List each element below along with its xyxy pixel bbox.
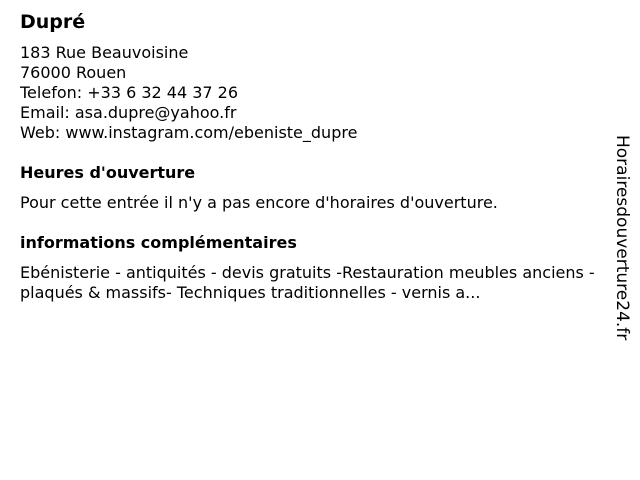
business-name: Dupré [20, 11, 86, 33]
additional-info-heading: informations complémentaires [20, 233, 297, 252]
site-brand-label: Horairesdouverture24.fr [612, 135, 632, 341]
opening-hours-text: Pour cette entrée il n'y a pas encore d'horaires d'ouverture. [20, 193, 498, 212]
opening-hours-heading: Heures d'ouverture [20, 163, 196, 182]
street-address: 183 Rue Beauvoisine [20, 43, 189, 62]
business-details [20, 10, 595, 303]
phone-line: Telefon: +33 6 32 44 37 26 [20, 83, 239, 102]
additional-info-text: Ebénisterie - antiquités - devis gratuits -Restauration meubles anciens - plaqués & massifs- Techniques traditionnelles - vernis a... [20, 263, 595, 302]
web-line: Web: www.instagram.com/ebeniste_dupre [20, 123, 358, 142]
email-line: Email: asa.dupre@yahoo.fr [20, 103, 237, 122]
city-address: 76000 Rouen [20, 63, 127, 82]
